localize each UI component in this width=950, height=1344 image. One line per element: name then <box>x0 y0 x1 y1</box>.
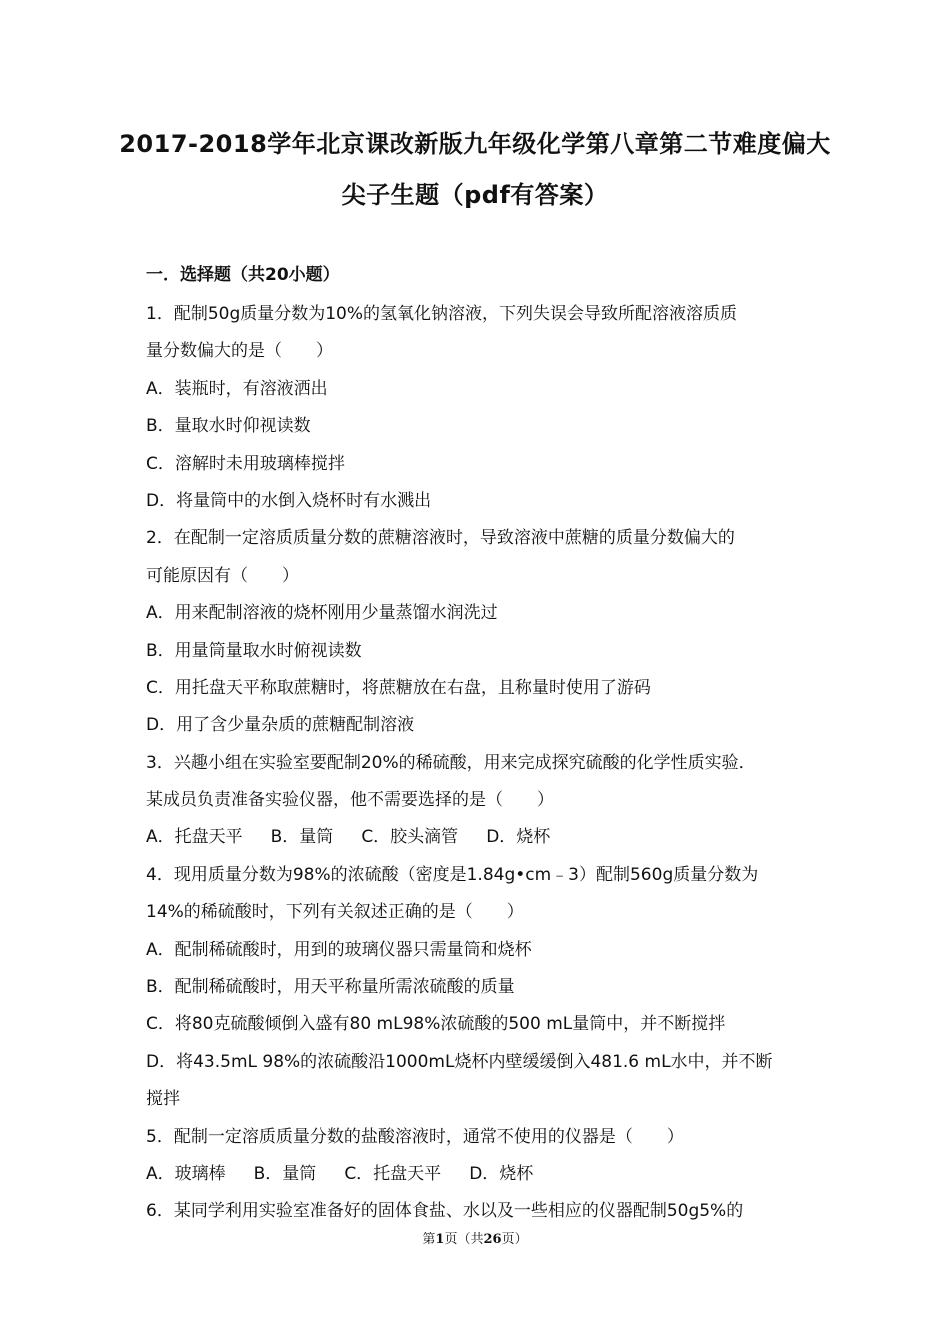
text-line: 5．配制一定溶质质量分数的盐酸溶液时，通常不使用的仪器是（ ） <box>146 1126 684 1147</box>
text-line: C．用托盘天平称取蔗糖时，将蔗糖放在右盘，且称量时使用了游码 <box>146 677 651 698</box>
footer-page-number: 1 <box>435 1232 445 1247</box>
text-line: D．将43.5mL 98%的浓硫酸沿1000mL烧杯内壁缓缓倒入481.6 mL水中，并不断 <box>146 1051 773 1072</box>
text-line: 14%的稀硫酸时，下列有关叙述正确的是（ ） <box>146 902 524 923</box>
doc-title-line-1: 2017-2018学年北京课改新版九年级化学第八章第二节难度偏大 <box>119 130 831 158</box>
option: D．烧杯 <box>469 1163 534 1184</box>
text-line: A．装瓶时，有溶液洒出 <box>146 378 328 399</box>
question-body <box>146 296 821 1231</box>
footer-total-pages: 26 <box>483 1232 502 1247</box>
text-line: 搅拌 <box>146 1089 180 1110</box>
option: B．量筒 <box>270 827 334 848</box>
option: C．胶头滴管 <box>361 827 459 848</box>
option: A．托盘天平 <box>146 827 243 848</box>
text-line: C．将80克硫酸倾倒入盛有80 mL98%浓硫酸的500 mL量筒中，并不断搅拌 <box>146 1014 726 1035</box>
text-line: 量分数偏大的是（ ） <box>146 341 333 362</box>
text-line: B．配制稀硫酸时，用天平称量所需浓硫酸的质量 <box>146 977 515 998</box>
q5-options <box>146 1156 821 1193</box>
footer-mid: 页（共 <box>444 1232 484 1247</box>
footer-suffix: 页） <box>501 1232 528 1247</box>
option: A．玻璃棒 <box>146 1163 226 1184</box>
text-line: D．用了含少量杂质的蔗糖配制溶液 <box>146 715 415 736</box>
text-line: B．用量筒量取水时俯视读数 <box>146 640 362 661</box>
text-line: 某成员负责准备实验仪器，他不需要选择的是（ ） <box>146 790 554 811</box>
text-line: 3．兴趣小组在实验室要配制20%的稀硫酸，用来完成探究硫酸的化学性质实验． <box>146 752 756 773</box>
text-line: A．配制稀硫酸时，用到的玻璃仪器只需量筒和烧杯 <box>146 939 532 960</box>
q3-options <box>146 819 821 856</box>
option: B．量筒 <box>253 1163 317 1184</box>
option: C．托盘天平 <box>344 1163 442 1184</box>
text-line: B．量取水时仰视读数 <box>146 416 311 437</box>
text-line: 4．现用质量分数为98%的浓硫酸（密度是1.84g•cm﹣3）配制560g质量分数为 <box>146 864 759 885</box>
page-footer <box>0 1228 950 1247</box>
option: D．烧杯 <box>486 827 551 848</box>
text-line: 6．某同学利用实验室准备好的固体食盐、水以及一些相应的仪器配制50g5%的 <box>146 1201 744 1222</box>
text-line: 可能原因有（ ） <box>146 565 299 586</box>
text-line: A．用来配制溶液的烧杯刚用少量蒸馏水润洗过 <box>146 603 498 624</box>
text-line: C．溶解时未用玻璃棒搅拌 <box>146 453 345 474</box>
text-line: 2．在配制一定溶质质量分数的蔗糖溶液时，导致溶液中蔗糖的质量分数偏大的 <box>146 528 735 549</box>
section-heading: 一．选择题（共20小题） <box>146 265 340 285</box>
text-line: D．将量筒中的水倒入烧杯时有水溅出 <box>146 490 432 511</box>
text-line: 1．配制50g质量分数为10%的氢氧化钠溶液，下列失误会导致所配溶液溶质质 <box>146 304 738 324</box>
footer-prefix: 第 <box>422 1232 436 1247</box>
doc-title-line-2: 尖子生题（pdf有答案） <box>341 181 609 209</box>
